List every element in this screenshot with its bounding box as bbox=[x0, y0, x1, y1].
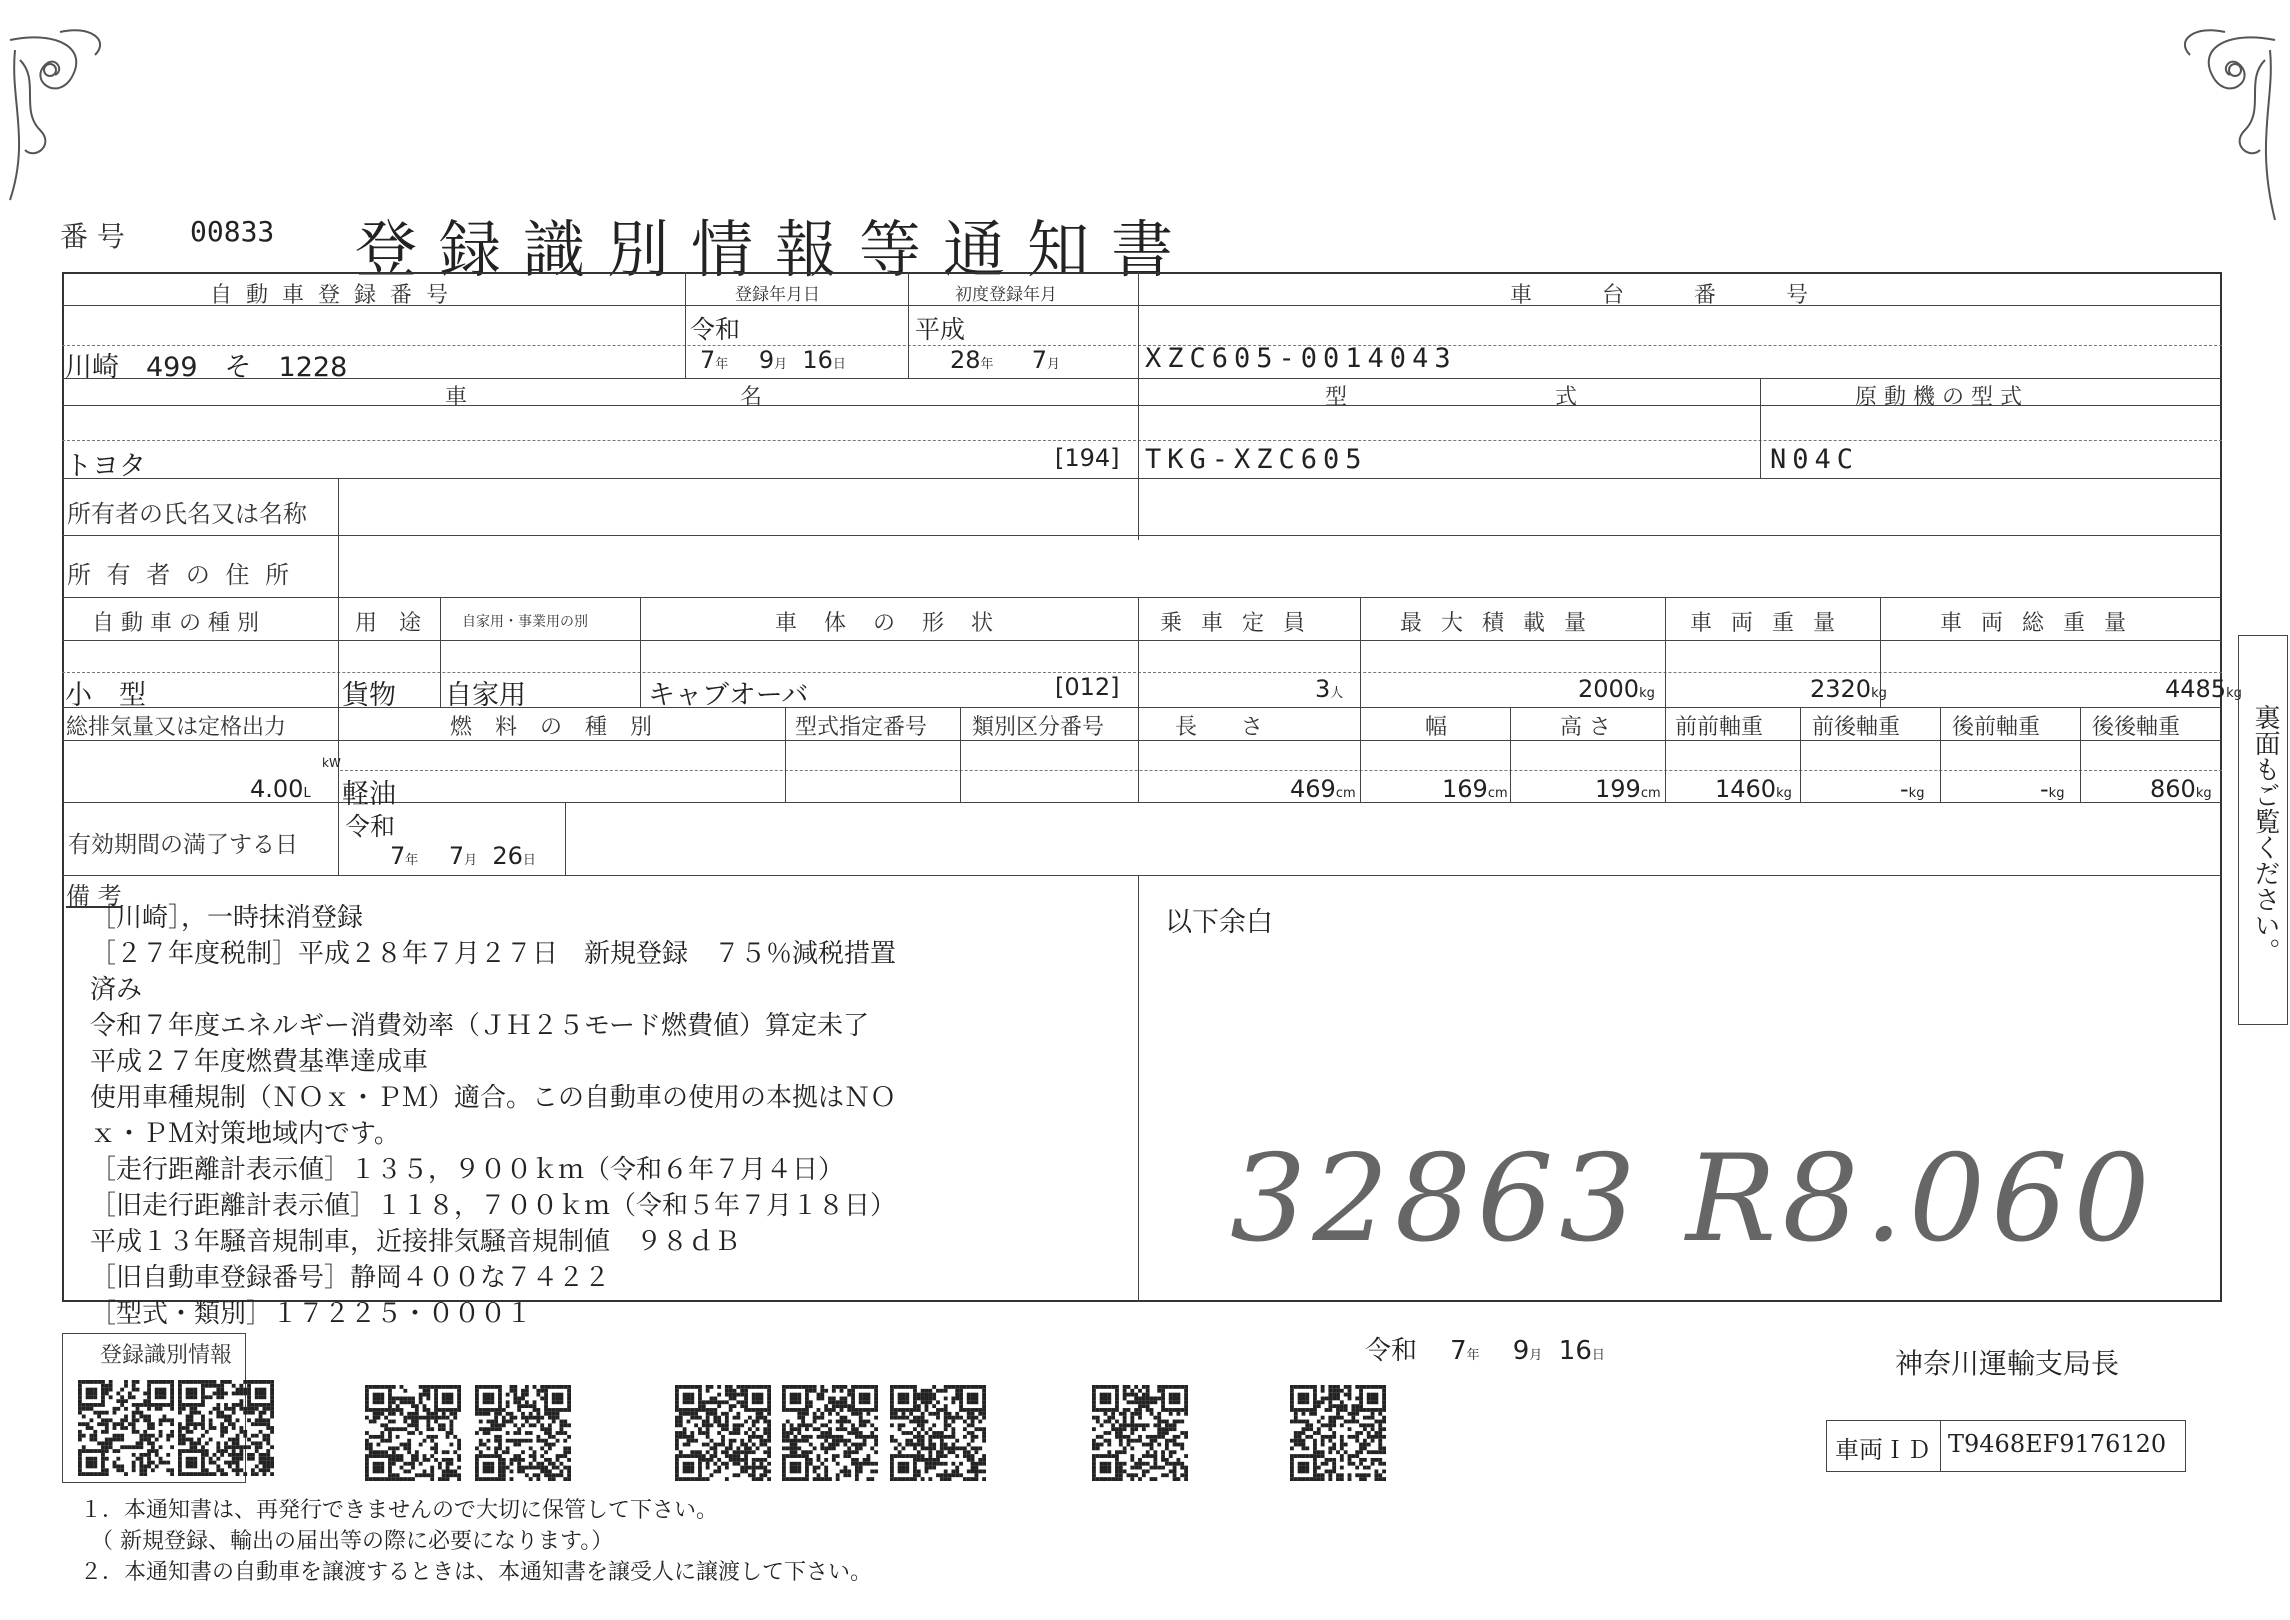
footer-note: １．本通知書は、再発行できませんので大切に保管して下さい。 bbox=[80, 1498, 719, 1523]
qr-code-icon bbox=[1290, 1385, 1386, 1481]
name-label-1: 車 bbox=[445, 385, 468, 410]
qr-code-icon bbox=[475, 1385, 571, 1481]
owner-name-label: 所有者の氏名又は名称 bbox=[67, 500, 307, 528]
qr-code-icon bbox=[675, 1385, 771, 1481]
plate-label: 自動車登録番号 bbox=[210, 283, 463, 308]
remarks-line: ｘ・ＰＭ対策地域内です。 bbox=[90, 1119, 400, 1149]
first-reg-era: 平成 bbox=[915, 315, 966, 344]
front-front-axle-label: 前前軸重 bbox=[1675, 715, 1764, 740]
expiry-date: 7年 7月 26日 bbox=[390, 842, 536, 870]
remarks-label: 備 考 bbox=[66, 882, 122, 910]
remarks-line: 使用車種規制（ＮＯｘ・ＰＭ）適合。この自動車の使用の本拠はＮＯ bbox=[90, 1083, 897, 1113]
use-value: 貨物 bbox=[342, 680, 396, 711]
width-value: 169cm bbox=[1442, 775, 1508, 803]
qr-code-icon bbox=[1092, 1385, 1188, 1481]
qr-code-icon bbox=[890, 1385, 986, 1481]
side-note-box bbox=[2238, 635, 2288, 1025]
issuer: 神奈川運輸支局長 bbox=[1895, 1347, 2120, 1380]
remarks-line: ［川崎］，一時抹消登録 bbox=[90, 903, 364, 933]
gross-label: 車 両 総 重 量 bbox=[1940, 611, 2132, 636]
displacement-label: 総排気量又は定格出力 bbox=[66, 715, 287, 740]
kind-label: 自 動 車 の 種 別 bbox=[92, 611, 259, 636]
expiry-era: 令和 bbox=[345, 812, 396, 841]
height-value: 199cm bbox=[1595, 775, 1661, 803]
number-label: 番 号 bbox=[60, 220, 125, 253]
remarks-list bbox=[90, 900, 896, 1332]
rear-front-axle-label: 後前軸重 bbox=[1952, 715, 2041, 740]
rear-rear-axle-label: 後後軸重 bbox=[2092, 715, 2181, 740]
class-number-label: 類別区分番号 bbox=[972, 715, 1105, 740]
height-label: 高 さ bbox=[1560, 715, 1611, 740]
vehicle-name: トヨタ bbox=[65, 451, 146, 482]
front-front-axle-value: 1460kg bbox=[1715, 775, 1792, 803]
corner-ornament-left bbox=[0, 20, 200, 220]
gross-value: 4485kg bbox=[2165, 675, 2242, 703]
plate-value: 川崎 499 そ 1228 bbox=[65, 352, 348, 383]
rear-front-axle-value: -kg bbox=[2040, 775, 2065, 803]
vehicle-id-value: T9468EF9176120 bbox=[1948, 1430, 2167, 1458]
corner-ornament-right bbox=[2085, 20, 2285, 220]
displacement-value: 4.00L bbox=[250, 775, 311, 803]
engine-value: N04C bbox=[1770, 444, 1860, 475]
vehicle-id-label: 車両ＩＤ bbox=[1835, 1436, 1931, 1464]
qr-info-label: 登録識別情報 bbox=[100, 1343, 233, 1368]
first-reg-date: 28年 7月 bbox=[950, 346, 1061, 374]
width-label: 幅 bbox=[1425, 715, 1448, 740]
first-reg-label: 初度登録年月 bbox=[955, 285, 1057, 305]
displacement-unit-kw: kW bbox=[322, 756, 341, 770]
remarks-line: 平成２７年度燃費基準達成車 bbox=[90, 1047, 429, 1077]
footer-note: ２．本通知書の自動車を譲渡するときは、本通知書を譲受人に譲渡して下さい。 bbox=[80, 1560, 873, 1585]
rear-rear-axle-value: 860kg bbox=[2150, 775, 2212, 803]
capacity-value: 3人 bbox=[1315, 675, 1344, 703]
issue-date: 令和 7年 9月 16日 bbox=[1365, 1336, 1605, 1366]
type-number-label: 型式指定番号 bbox=[795, 715, 928, 740]
remarks-line: 令和７年度エネルギー消費効率（ＪＨ２５モード燃費値）算定未了 bbox=[90, 1011, 869, 1041]
maxload-value: 2000kg bbox=[1578, 675, 1655, 703]
kind-value: 小 型 bbox=[65, 680, 146, 711]
handwritten-note: 32863 R8.060 bbox=[1230, 1130, 2156, 1269]
reg-date-era: 令和 bbox=[690, 315, 741, 344]
remarks-blank-note: 以下余白 bbox=[1165, 907, 1273, 938]
front-rear-axle-value: -kg bbox=[1900, 775, 1925, 803]
private-label: 自家用・事業用の別 bbox=[462, 614, 588, 630]
capacity-label: 乗 車 定 員 bbox=[1160, 611, 1311, 636]
model-value: TKG-XZC605 bbox=[1145, 444, 1368, 475]
weight-value: 2320kg bbox=[1810, 675, 1887, 703]
maxload-label: 最 大 積 載 量 bbox=[1400, 611, 1592, 636]
private-value: 自家用 bbox=[445, 680, 526, 711]
fuel-label: 燃 料 の 種 別 bbox=[450, 715, 660, 740]
chassis-label: 車 台 番 号 bbox=[1510, 283, 1833, 308]
weight-label: 車 両 重 量 bbox=[1690, 611, 1841, 636]
remarks-line: ［２７年度税制］平成２８年７月２７日 新規登録 ７５％減税措置 bbox=[90, 939, 897, 969]
remarks-line: ［走行距離計表示値］１３５，９００ｋｍ（令和６年７月４日） bbox=[90, 1155, 845, 1185]
body-code: [012] bbox=[1055, 673, 1120, 701]
footer-note: （ 新規登録、輸出の届出等の際に必要になります。） bbox=[80, 1529, 614, 1554]
body-value: キャブオーバ bbox=[648, 680, 809, 711]
remarks-line: ［旧自動車登録番号］静岡４００な７４２２ bbox=[90, 1263, 611, 1293]
remarks-line: 平成１３年騒音規制車，近接排気騒音規制値 ９８ｄＢ bbox=[90, 1227, 741, 1257]
chassis-value: XZC605-0014043 bbox=[1145, 343, 1457, 374]
footer-notes bbox=[80, 1495, 872, 1588]
fuel-value: 軽油 bbox=[342, 779, 396, 810]
owner-address-label: 所 有 者 の 住 所 bbox=[67, 561, 294, 589]
remarks-line: ［旧走行距離計表示値］１１８，７００ｋｍ（令和５年７月１８日） bbox=[90, 1191, 897, 1221]
reg-date-label: 登録年月日 bbox=[735, 285, 820, 305]
remarks-line: ［型式・類別］１７２２５・０００１ bbox=[90, 1299, 533, 1329]
body-label: 車 体 の 形 状 bbox=[775, 611, 1003, 636]
vehicle-name-code: [194] bbox=[1055, 444, 1120, 472]
document-title: 登録識別情報等通知書 bbox=[355, 213, 1196, 286]
model-label-2: 式 bbox=[1555, 385, 1578, 410]
qr-code-icon bbox=[78, 1380, 174, 1476]
qr-code-icon bbox=[178, 1380, 274, 1476]
expiry-label: 有効期間の満了する日 bbox=[68, 832, 298, 858]
side-note-text: 裏面もご覧ください。 bbox=[2250, 704, 2280, 964]
number-value: 00833 bbox=[190, 215, 275, 248]
use-label: 用 途 bbox=[355, 611, 422, 636]
engine-label: 原 動 機 の 型 式 bbox=[1855, 385, 2022, 410]
qr-code-icon bbox=[782, 1385, 878, 1481]
name-label-2: 名 bbox=[740, 385, 763, 410]
reg-date: 7年 9月 16日 bbox=[700, 346, 846, 374]
model-label-1: 型 bbox=[1325, 385, 1348, 410]
qr-code-icon bbox=[365, 1385, 461, 1481]
remarks-line: 済み bbox=[90, 975, 143, 1005]
front-rear-axle-label: 前後軸重 bbox=[1812, 715, 1901, 740]
length-value: 469cm bbox=[1290, 775, 1356, 803]
length-label: 長 さ bbox=[1175, 715, 1264, 740]
